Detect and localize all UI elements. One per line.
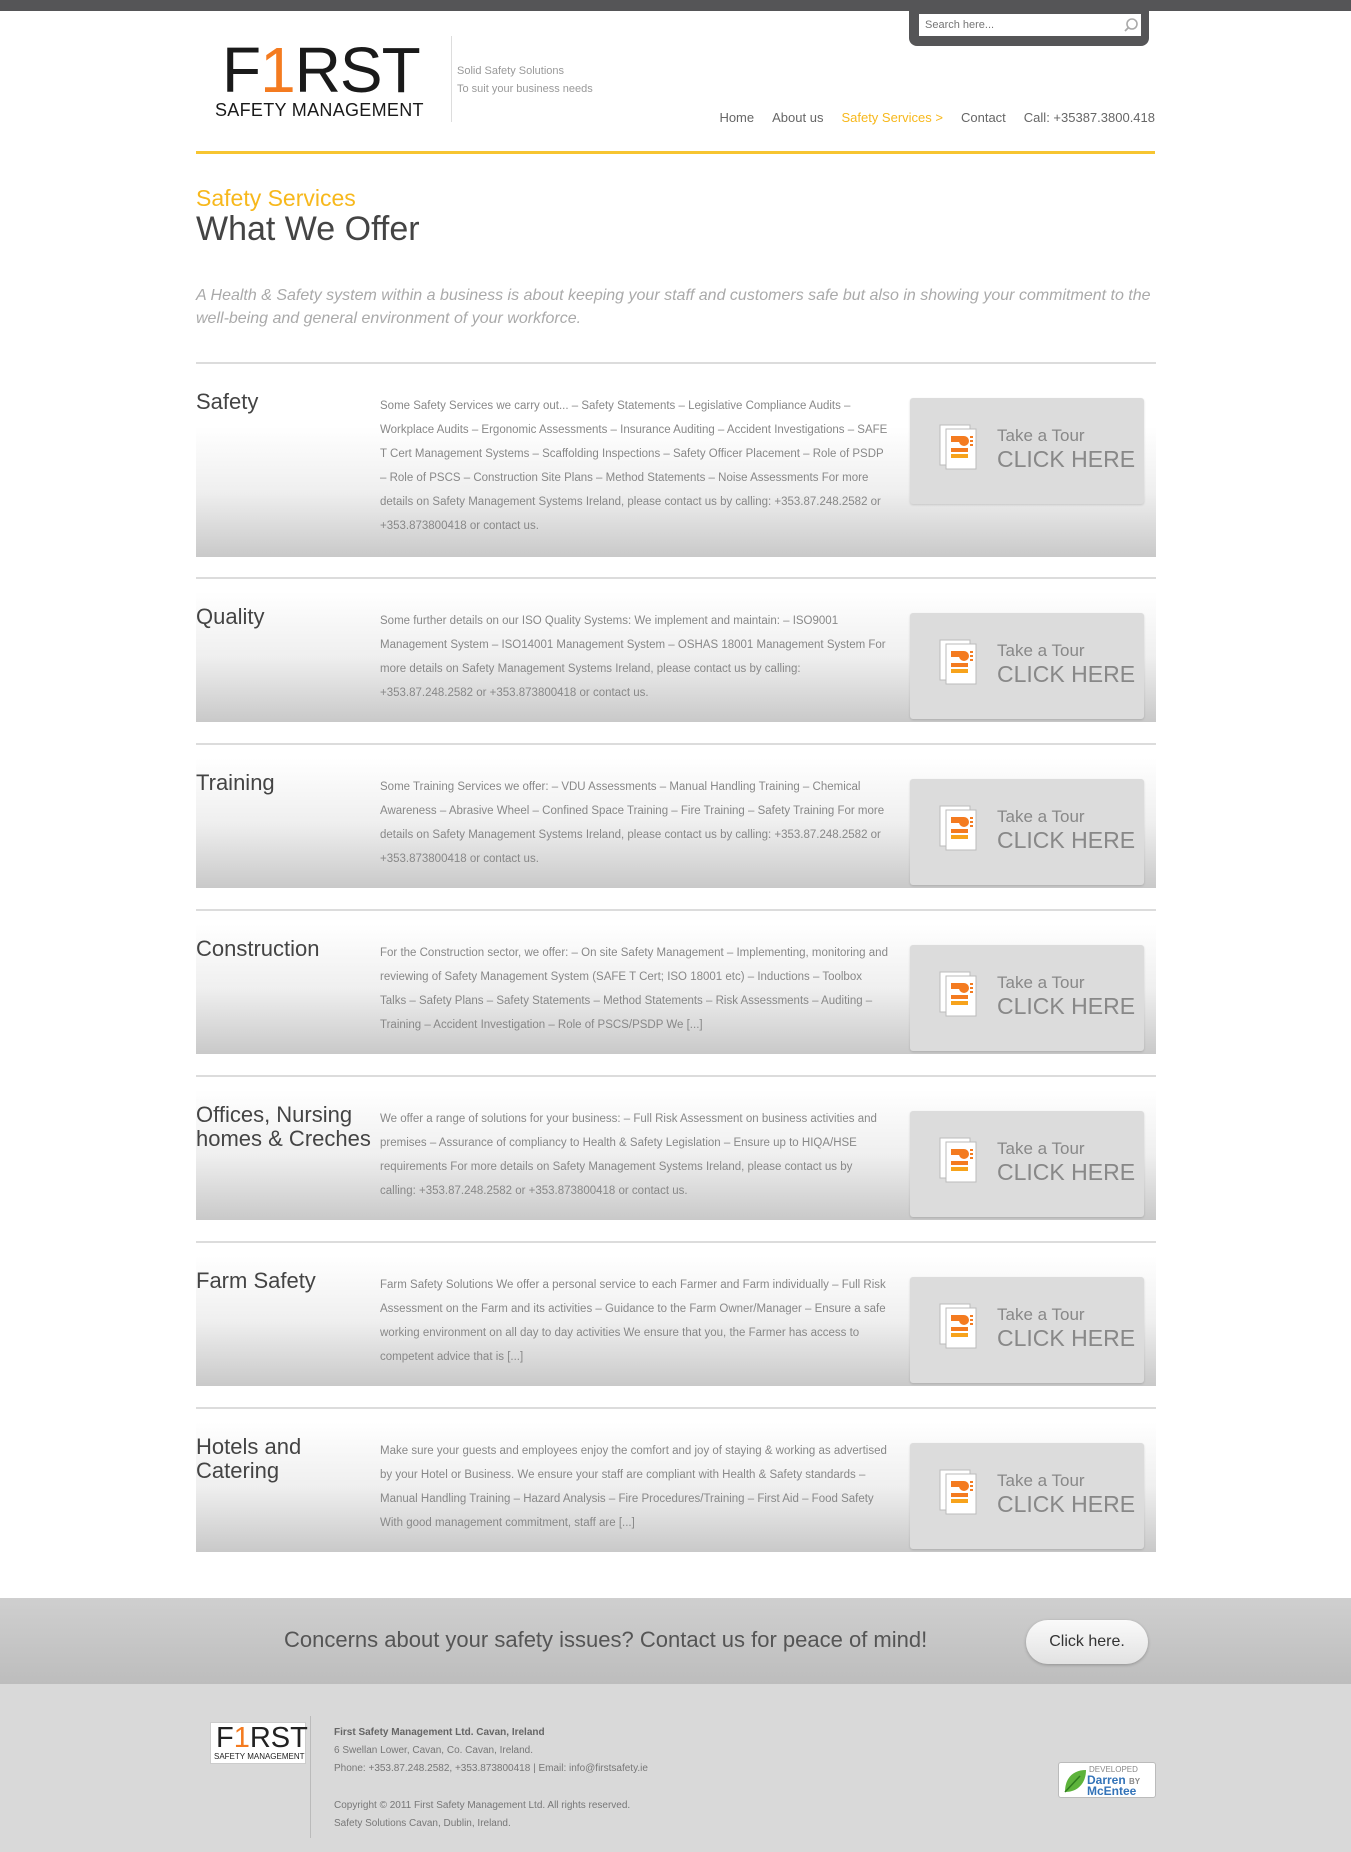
presentation-icon [938, 970, 980, 1020]
footer [0, 1684, 1351, 1852]
service-title: Hotels and Catering [196, 1434, 302, 1483]
presentation-icon [938, 804, 980, 854]
footer-contact [334, 1724, 648, 1778]
logo-wordmark: F1RST [222, 34, 420, 106]
search-icon[interactable] [1121, 14, 1141, 36]
footer-copyright: Copyright © 2011 First Safety Management Ltd. All rights reserved. Safety Solutions Cavan, Dublin, Ireland. [334, 1800, 631, 1829]
take-tour-button[interactable]: Take a Tour CLICK HERE [910, 945, 1144, 1051]
developer-badge[interactable]: DEVELOPED Darren BY McEntee [1058, 1762, 1156, 1798]
take-tour-button[interactable]: Take a Tour CLICK HERE [910, 1111, 1144, 1217]
presentation-icon [938, 1302, 980, 1352]
presentation-icon [938, 1468, 980, 1518]
service-title: Offices, Nursing homes & Creches [196, 1102, 371, 1151]
logo-subtitle: SAFETY MANAGEMENT [215, 100, 424, 120]
site-logo[interactable] [214, 36, 434, 126]
service-construction [196, 909, 1156, 1054]
nav-home[interactable]: Home [719, 110, 755, 125]
service-farm-safety [196, 1241, 1156, 1386]
service-hotels [196, 1407, 1156, 1552]
nav-call[interactable]: Call: +35387.3800.418 [1023, 110, 1155, 125]
service-safety [196, 362, 1156, 557]
service-text: For the Construction sector, we offer: – On site Safety Management – Implementing, monitoring and reviewing of Safety Management System (SAFE T Cert; ISO 18001 etc) – Inductions – Toolbox Talks – Safety Plans – Safety Statements – Method Statements – Risk Assessments – Auditing – Training – Accident Investigation – Role of PSCS/PSDP We [...] [380, 947, 888, 1031]
intro-text: A Health & Safety system within a business is about keeping your staff and customers safe but also in showing your commitment to the well-being and general environment of your workforce. [196, 287, 1151, 327]
footer-company: First Safety Management Ltd. Cavan, Ireland [334, 1727, 545, 1738]
page-kicker: Safety Services [196, 185, 356, 211]
take-tour-button[interactable]: Take a Tour CLICK HERE [910, 779, 1144, 885]
service-training [196, 743, 1156, 888]
nav-safety-services[interactable]: Safety Services > [841, 110, 943, 125]
footer-phone: Phone: +353.87.248.2582, +353.873800418 | Email: info@firstsafety.ie [334, 1763, 648, 1774]
service-text: We offer a range of solutions for your business: – Full Risk Assessment on business activities and premises – Assurance of compliancy to Health & Safety Legislation – Ensure up to HIQA/HSE requirements For more details on Safety Management Systems Ireland, please contact us by calling: +353.87.248.2582 or +353.873800418 or contact us. [380, 1113, 877, 1197]
service-text: Make sure your guests and employees enjoy the comfort and joy of staying & working as advertised by your Hotel or Business. We ensure your staff are compliant with Health & Safety standards – Manual Handling Training – Hazard Analysis – Fire Procedures/Training – First Aid – Food Safety With good management commitment, staff are [...] [380, 1445, 887, 1529]
site-tagline: Solid Safety Solutions To suit your business needs [457, 65, 593, 95]
service-title: Farm Safety [196, 1268, 316, 1293]
take-tour-button[interactable]: Take a Tour CLICK HERE [910, 613, 1144, 719]
presentation-icon [938, 1136, 980, 1186]
service-text: Farm Safety Solutions We offer a personal service to each Farmer and Farm individually – Full Risk Assessment on the Farm and its activities – Guidance to the Farm Owner/Manager – Ensure a safe working environment on all day to day activities We ensure that you, the Farmer has access to competent advice that is [...] [380, 1279, 886, 1363]
cta-button[interactable]: Click here. [1026, 1620, 1148, 1664]
search-bar [909, 6, 1149, 46]
take-tour-button[interactable]: Take a Tour CLICK HERE [910, 398, 1144, 504]
nav-contact[interactable]: Contact [960, 110, 1006, 125]
service-title: Construction [196, 936, 320, 961]
service-text: Some Safety Services we carry out... – Safety Statements – Legislative Compliance Audits – Workplace Audits – Ergonomic Assessments – Insurance Auditing – Accident Investigations – SAFE T Cert Management Systems – Scaffolding Inspections – Safety Officer Placement – Role of PSDP – Role of PSCS – Construction Site Plans – Method Statements – Noise Assessments For more details on Safety Management Systems Ireland, please contact us by calling: +353.87.248.2582 or +353.873800418 or contact us. [380, 400, 888, 532]
header-divider [451, 36, 452, 122]
service-title: Training [196, 770, 275, 795]
service-quality [196, 577, 1156, 722]
service-title: Safety [196, 389, 259, 414]
main-nav [719, 110, 1155, 125]
presentation-icon [938, 638, 980, 688]
presentation-icon [938, 423, 980, 473]
footer-logo[interactable]: F1RST SAFETY MANAGEMENT [210, 1722, 306, 1764]
header-rule [196, 151, 1155, 154]
nav-about[interactable]: About us [772, 110, 824, 125]
cta-band [0, 1598, 1351, 1684]
page-title: What We Offer [196, 210, 420, 248]
service-text: Some further details on our ISO Quality Systems: We implement and maintain: – ISO9001 Management System – ISO14001 Management System – OSHAS 18001 Management System For more details on Safety Management Systems Ireland, please contact us by calling: +353.87.248.2582 or +353.873800418 or contact us. [380, 615, 886, 699]
leaf-icon [1062, 1767, 1088, 1795]
footer-divider [310, 1716, 311, 1838]
footer-address: 6 Swellan Lower, Cavan, Co. Cavan, Ireland. [334, 1745, 533, 1756]
service-text: Some Training Services we offer: – VDU Assessments – Manual Handling Training – Chemical Awareness – Abrasive Wheel – Confined Space Training – Fire Training – Safety Training For more details on Safety Management Systems Ireland, please contact us by calling: +353.87.248.2582 or +353.873800418 or contact us. [380, 781, 885, 865]
search-input[interactable] [919, 14, 1121, 36]
service-title: Quality [196, 604, 265, 629]
take-tour-button[interactable]: Take a Tour CLICK HERE [910, 1277, 1144, 1383]
take-tour-button[interactable]: Take a Tour CLICK HERE [910, 1443, 1144, 1549]
cta-text: Concerns about your safety issues? Contact us for peace of mind! [284, 1627, 928, 1652]
service-offices [196, 1075, 1156, 1220]
